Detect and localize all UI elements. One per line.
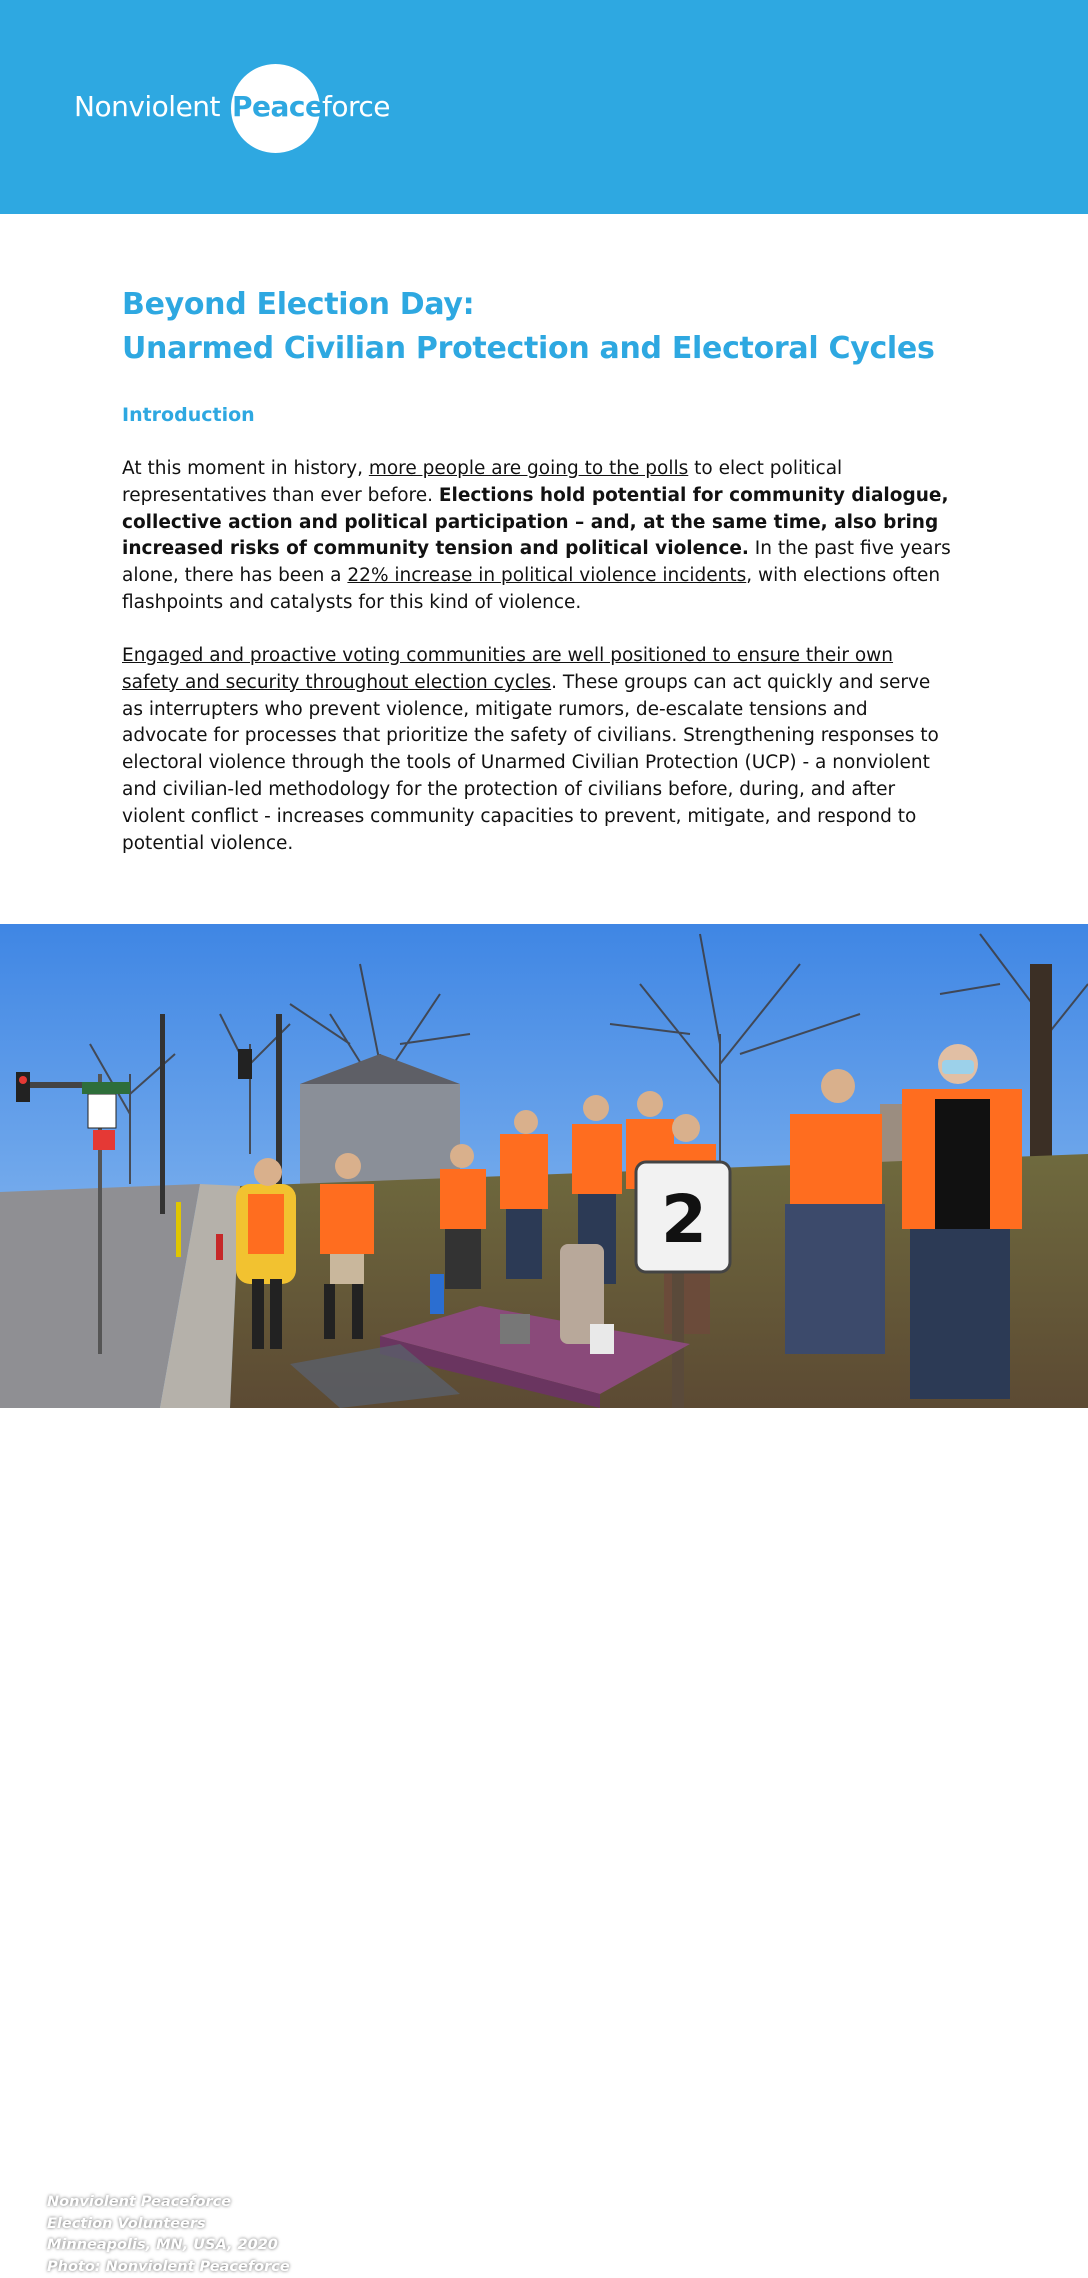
- header-banner: [0, 0, 1088, 214]
- caption-line-4: Photo: Nonviolent Peaceforce: [47, 2257, 290, 2278]
- caption-line-3: Minneapolis, MN, USA, 2020: [47, 2235, 290, 2257]
- p1-text-4: , with elections often flashpoints and catalysts for this kind of violence.: [122, 565, 940, 613]
- intro-paragraph-1: [122, 456, 952, 617]
- nonviolent-peaceforce-logo[interactable]: [72, 62, 402, 154]
- photo-caption: [28, 2192, 290, 2278]
- introduction-heading: Introduction: [122, 404, 255, 426]
- document-title: [122, 283, 982, 371]
- photo-illustration: [0, 924, 1088, 1408]
- logo-word-force: force: [322, 90, 390, 123]
- logo-word-nonviolent: Nonviolent: [74, 90, 220, 123]
- p1-text-1: At this moment in history,: [122, 458, 369, 479]
- p1-bold-text: Elections hold potential for community dialogue, collective action and political participation – and, at the same time, also bring increased risks of community tension and political violence.: [122, 485, 948, 560]
- title-line-1: Beyond Election Day:: [122, 283, 982, 327]
- logo-word-peace: Peace: [232, 90, 324, 123]
- number-sign-text: 2: [661, 1181, 707, 1258]
- intro-paragraph-2: [122, 643, 952, 857]
- p1-text-3: In the past five years alone, there has been a: [122, 538, 951, 586]
- p1-text-2: to elect political representatives than ever before.: [122, 458, 842, 506]
- polls-link[interactable]: more people are going to the polls: [369, 458, 688, 479]
- voting-communities-link[interactable]: Engaged and proactive voting communities are well positioned to ensure their own safety and security throughout election cycles: [122, 645, 893, 693]
- p2-text: . These groups can act quickly and serve as interrupters who prevent violence, mitigate rumors, de-escalate tensions and advocate for processes that prioritize the safety of civilians. Strengthening responses to electoral violence through the tools of Unarmed Civilian Protection (UCP) - a nonviolent and civilian-led methodology for the protection of civilians before, during, and after violent conflict - increases community capacities to prevent, mitigate, and respond to potential violence.: [122, 672, 939, 854]
- violence-increase-link[interactable]: 22% increase in political violence incidents: [347, 565, 746, 586]
- election-volunteers-photo: [0, 924, 1088, 1408]
- caption-line-1: Nonviolent Peaceforce: [47, 2192, 290, 2214]
- caption-line-2: Election Volunteers: [47, 2214, 290, 2236]
- title-line-2: Unarmed Civilian Protection and Electoral Cycles: [122, 327, 982, 371]
